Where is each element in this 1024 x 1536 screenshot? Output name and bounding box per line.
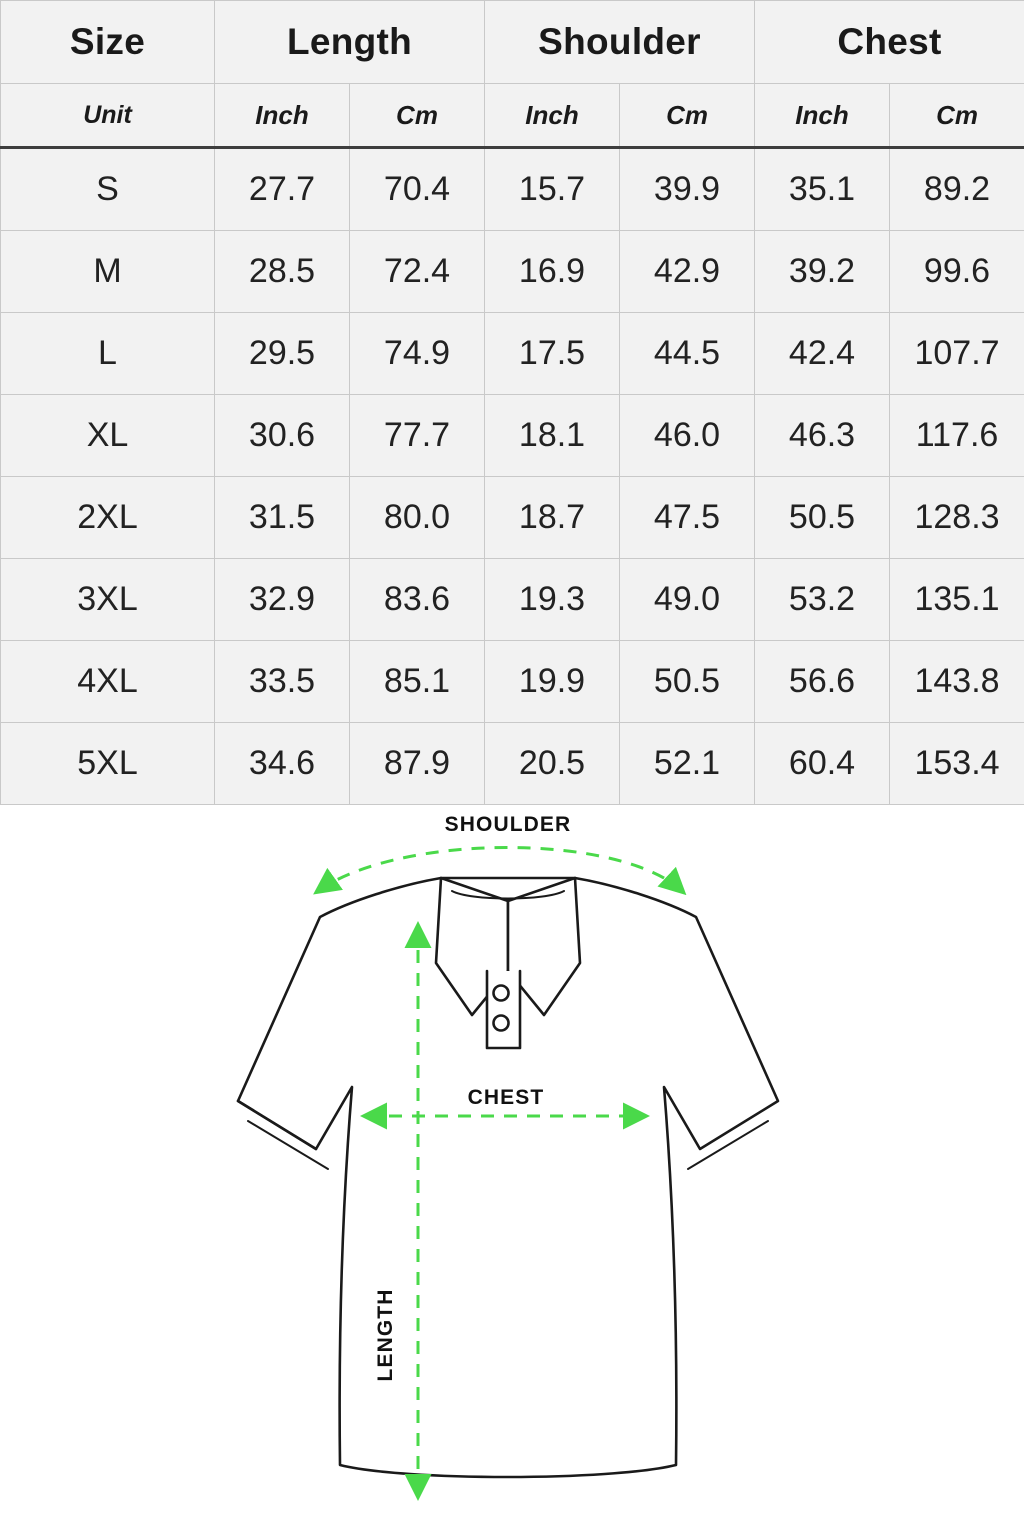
cell-shoulder-inch: 17.5 bbox=[485, 313, 620, 395]
cell-shoulder-cm: 52.1 bbox=[620, 723, 755, 805]
cell-shoulder-inch: 20.5 bbox=[485, 723, 620, 805]
cell-chest-inch: 39.2 bbox=[755, 231, 890, 313]
header-length: Length bbox=[215, 1, 485, 84]
cell-length-cm: 70.4 bbox=[350, 148, 485, 231]
cell-shoulder-cm: 39.9 bbox=[620, 148, 755, 231]
table-row bbox=[1, 313, 1024, 395]
cell-shoulder-cm: 42.9 bbox=[620, 231, 755, 313]
shoulder-label: SHOULDER bbox=[444, 813, 572, 836]
cell-length-inch: 31.5 bbox=[215, 477, 350, 559]
chest-label: CHEST bbox=[467, 1086, 545, 1109]
unit-shoulder-cm: Cm bbox=[620, 84, 755, 148]
table-row bbox=[1, 231, 1024, 313]
cell-size: 3XL bbox=[1, 559, 215, 641]
cell-shoulder-cm: 47.5 bbox=[620, 477, 755, 559]
cell-length-inch: 32.9 bbox=[215, 559, 350, 641]
cell-size: 5XL bbox=[1, 723, 215, 805]
cell-chest-cm: 99.6 bbox=[890, 231, 1024, 313]
cell-length-inch: 27.7 bbox=[215, 148, 350, 231]
cell-chest-cm: 117.6 bbox=[890, 395, 1024, 477]
cell-chest-inch: 46.3 bbox=[755, 395, 890, 477]
cell-length-inch: 34.6 bbox=[215, 723, 350, 805]
length-label: LENGTH bbox=[374, 1288, 397, 1382]
cell-shoulder-inch: 19.9 bbox=[485, 641, 620, 723]
unit-label: Unit bbox=[1, 84, 215, 148]
cell-shoulder-cm: 50.5 bbox=[620, 641, 755, 723]
polo-shirt-outline bbox=[238, 878, 778, 1477]
cell-length-inch: 28.5 bbox=[215, 231, 350, 313]
cell-size: 4XL bbox=[1, 641, 215, 723]
cell-chest-cm: 135.1 bbox=[890, 559, 1024, 641]
header-chest: Chest bbox=[755, 1, 1024, 84]
cell-chest-cm: 107.7 bbox=[890, 313, 1024, 395]
cell-shoulder-cm: 46.0 bbox=[620, 395, 755, 477]
cell-length-cm: 77.7 bbox=[350, 395, 485, 477]
unit-chest-cm: Cm bbox=[890, 84, 1024, 148]
table-unit-row bbox=[1, 84, 1024, 148]
table-row bbox=[1, 723, 1024, 805]
table-row bbox=[1, 477, 1024, 559]
header-shoulder: Shoulder bbox=[485, 1, 755, 84]
cell-chest-inch: 50.5 bbox=[755, 477, 890, 559]
cell-chest-inch: 53.2 bbox=[755, 559, 890, 641]
cell-length-cm: 87.9 bbox=[350, 723, 485, 805]
cell-shoulder-inch: 18.1 bbox=[485, 395, 620, 477]
cell-length-inch: 33.5 bbox=[215, 641, 350, 723]
cell-chest-cm: 153.4 bbox=[890, 723, 1024, 805]
table-row bbox=[1, 559, 1024, 641]
cell-shoulder-inch: 18.7 bbox=[485, 477, 620, 559]
header-size: Size bbox=[1, 1, 215, 84]
cell-shoulder-inch: 15.7 bbox=[485, 148, 620, 231]
cell-size: M bbox=[1, 231, 215, 313]
cell-length-cm: 72.4 bbox=[350, 231, 485, 313]
cell-shoulder-inch: 16.9 bbox=[485, 231, 620, 313]
cell-shoulder-cm: 44.5 bbox=[620, 313, 755, 395]
table-row bbox=[1, 395, 1024, 477]
cell-chest-inch: 42.4 bbox=[755, 313, 890, 395]
cell-shoulder-inch: 19.3 bbox=[485, 559, 620, 641]
unit-length-inch: Inch bbox=[215, 84, 350, 148]
cell-size: XL bbox=[1, 395, 215, 477]
cell-length-cm: 74.9 bbox=[350, 313, 485, 395]
table-row bbox=[1, 148, 1024, 231]
cell-shoulder-cm: 49.0 bbox=[620, 559, 755, 641]
cell-length-cm: 85.1 bbox=[350, 641, 485, 723]
unit-shoulder-inch: Inch bbox=[485, 84, 620, 148]
cell-chest-cm: 143.8 bbox=[890, 641, 1024, 723]
table-header-row bbox=[1, 1, 1024, 84]
cell-size: 2XL bbox=[1, 477, 215, 559]
cell-chest-cm: 89.2 bbox=[890, 148, 1024, 231]
measurement-diagram bbox=[0, 805, 1024, 1531]
cell-length-cm: 83.6 bbox=[350, 559, 485, 641]
cell-chest-inch: 35.1 bbox=[755, 148, 890, 231]
cell-length-inch: 29.5 bbox=[215, 313, 350, 395]
cell-chest-cm: 128.3 bbox=[890, 477, 1024, 559]
cell-chest-inch: 56.6 bbox=[755, 641, 890, 723]
cell-chest-inch: 60.4 bbox=[755, 723, 890, 805]
cell-size: L bbox=[1, 313, 215, 395]
unit-length-cm: Cm bbox=[350, 84, 485, 148]
cell-length-inch: 30.6 bbox=[215, 395, 350, 477]
cell-size: S bbox=[1, 148, 215, 231]
unit-chest-inch: Inch bbox=[755, 84, 890, 148]
cell-length-cm: 80.0 bbox=[350, 477, 485, 559]
table-row bbox=[1, 641, 1024, 723]
